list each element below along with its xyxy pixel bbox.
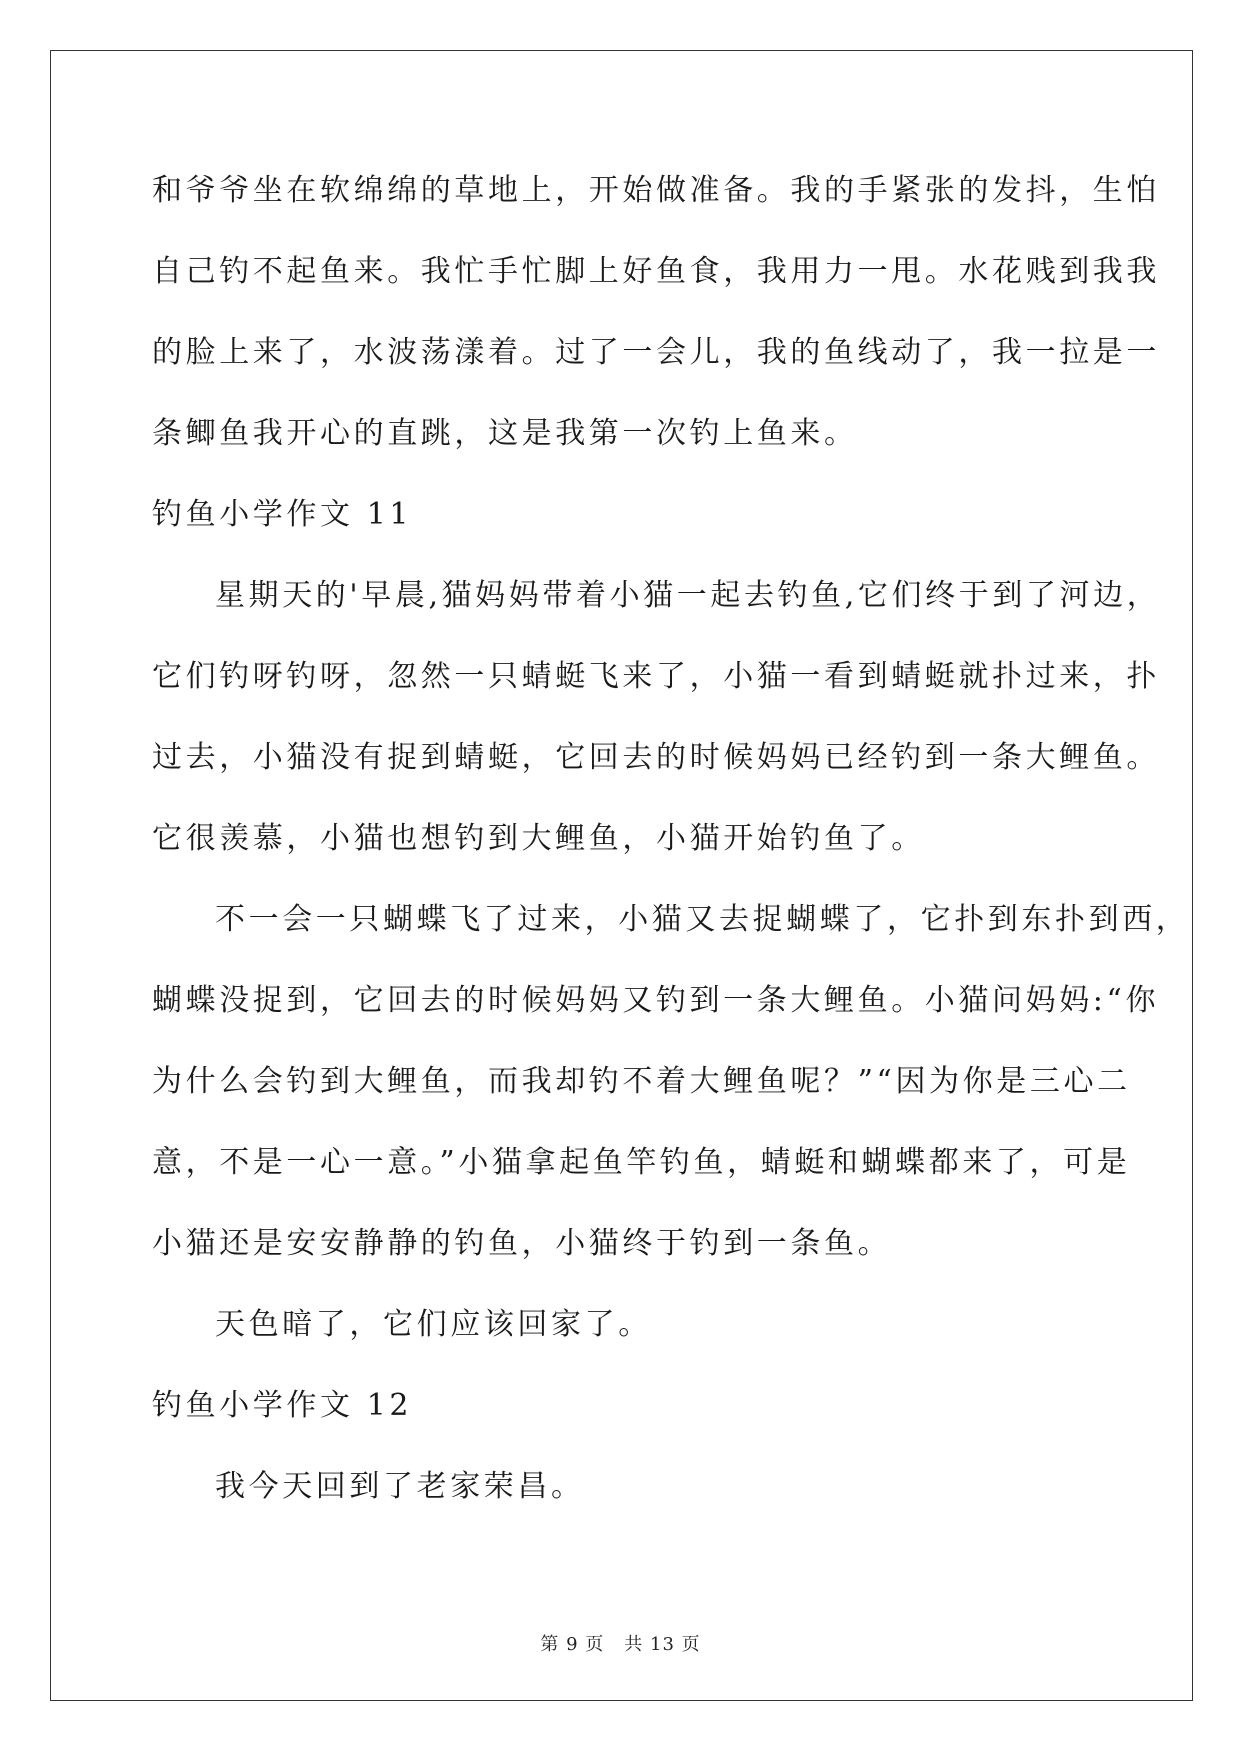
paragraph-line: 它很羡慕，小猫也想钓到大鲤鱼，小猫开始钓鱼了。 xyxy=(152,821,925,856)
paragraph-line: 条鲫鱼我开心的直跳，这是我第一次钓上鱼来。 xyxy=(152,416,858,451)
paragraph-line: 星期天的'早晨,猫妈妈带着小猫一起去钓鱼,它们终于到了河边， xyxy=(215,578,1161,613)
section-heading: 钓鱼小学作文 11 xyxy=(152,497,413,532)
paragraph-line: 蝴蝶没捉到，它回去的时候妈妈又钓到一条大鲤鱼。小猫问妈妈:“你 xyxy=(152,983,1160,1018)
paragraph-line: 的脸上来了，水波荡漾着。过了一会儿，我的鱼线动了，我一拉是一 xyxy=(152,335,1160,370)
paragraph-line: 天色暗了，它们应该回家了。 xyxy=(215,1307,652,1342)
paragraph-line: 过去，小猫没有捉到蜻蜓，它回去的时候妈妈已经钓到一条大鲤鱼。 xyxy=(152,740,1160,775)
page-total: 共 13 页 xyxy=(624,1634,701,1655)
paragraph-line: 为什么会钓到大鲤鱼，而我却钓不着大鲤鱼呢？”“因为你是三心二 xyxy=(152,1064,1131,1099)
section-heading: 钓鱼小学作文 12 xyxy=(152,1388,413,1423)
paragraph-line: 我今天回到了老家荣昌。 xyxy=(215,1469,585,1504)
page-number: 第 9 页 xyxy=(540,1634,605,1655)
document-body xyxy=(152,160,1190,1537)
paragraph-line: 自己钓不起鱼来。我忙手忙脚上好鱼食，我用力一甩。水花贱到我我 xyxy=(152,254,1160,289)
paragraph-line: 小猫还是安安静静的钓鱼，小猫终于钓到一条鱼。 xyxy=(152,1226,892,1261)
paragraph-line: 它们钓呀钓呀，忽然一只蜻蜓飞来了，小猫一看到蜻蜓就扑过来，扑 xyxy=(152,659,1160,694)
page-footer xyxy=(0,1630,1241,1656)
paragraph-line: 意，不是一心一意。”小猫拿起鱼竿钓鱼，蜻蜓和蝴蝶都来了，可是 xyxy=(152,1145,1131,1180)
paragraph-line: 和爷爷坐在软绵绵的草地上，开始做准备。我的手紧张的发抖，生怕 xyxy=(152,173,1160,208)
paragraph-line: 不一会一只蝴蝶飞了过来，小猫又去捉蝴蝶了，它扑到东扑到西， xyxy=(215,902,1190,937)
